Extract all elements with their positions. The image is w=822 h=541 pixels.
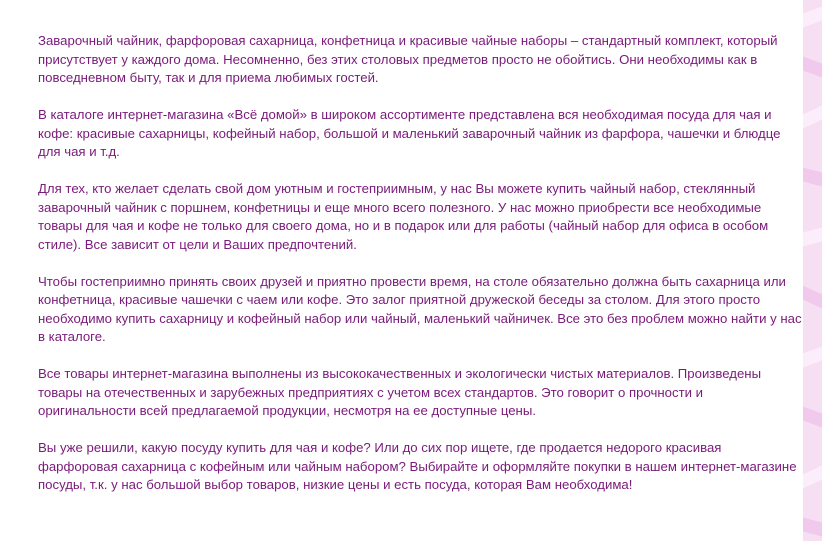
strip-pattern <box>803 407 822 428</box>
strip-pattern <box>803 347 822 368</box>
strip-pattern <box>803 167 822 186</box>
strip-pattern <box>803 227 822 246</box>
paragraph-1: Заварочный чайник, фарфоровая сахарница, конфетница и красивые чайные наборы – стандартный комплект, который присутствует у каждого дома. Несомненно, без этих столовых предметов просто не обойтись. Они необходимы как в повседневном быту, так и для приема любимых гостей. <box>38 33 778 85</box>
strip-pattern <box>803 517 822 536</box>
strip-pattern <box>803 466 822 489</box>
decorative-side-strip <box>803 0 822 541</box>
strip-pattern <box>803 57 822 78</box>
paragraph-3: Для тех, кто желает сделать свой дом уютным и гостеприимным, у нас Вы можете купить чайный набор, стеклянный заварочный чайник с поршнем, конфетницы и еще много всего полезного. У нас можно приобрести все необходимые товары для чая и кофе не только для своего дома, но и в подарок или для работы (чайный набор для офиса в особом стиле). Все зависит от цели и Ваших предпочтений. <box>38 181 769 252</box>
strip-pattern <box>803 286 822 309</box>
paragraph-2: В каталоге интернет-магазина «Всё домой» в широком ассортименте представлена вся необходимая посуда для чая и кофе: красивые сахарницы, кофейный набор, большой и маленький заварочный чайник из фарфора, чашечки и блюдце для чая и т.д. <box>38 107 781 159</box>
article-body <box>38 32 803 513</box>
paragraph-6: Вы уже решили, какую посуду купить для чая и кофе? Или до сих пор ищете, где продается недорого красивая фарфоровая сахарница с кофейным или чайным набором? Выбирайте и оформляйте покупки в нашем интернет-магазине посуды, т.к. у нас большой выбор товаров, низкие цены и есть посуда, которая Вам необходима! <box>38 440 797 492</box>
strip-pattern <box>803 106 822 129</box>
strip-pattern <box>803 7 822 28</box>
paragraph-5: Все товары интернет-магазина выполнены из высококачественных и экологически чистых материалов. Произведены товары на отечественных и зарубежных предприятиях с учетом всех стандартов. Это говорит о прочности и оригинальности всей предлагаемой продукции, несмотря на ее доступные цены. <box>38 366 762 418</box>
paragraph-4: Чтобы гостеприимно принять своих друзей и приятно провести время, на столе обязательно должна быть сахарница или конфетница, красивые чашечки с чаем или кофе. Это залог приятной дружеской беседы за столом. Для этого просто необходимо купить сахарницу и кофейный набор или чайный, маленький чайничек. Все это без проблем можно найти у нас в каталоге. <box>38 273 802 344</box>
